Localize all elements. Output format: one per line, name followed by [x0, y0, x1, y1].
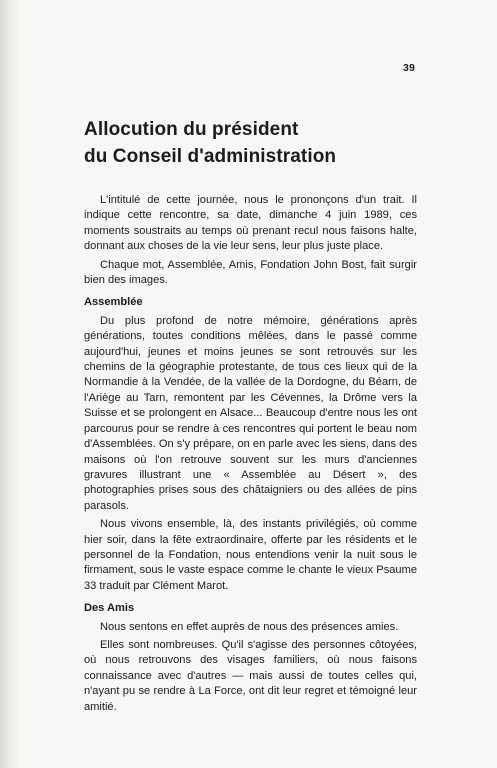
page-title — [84, 116, 424, 170]
title-line-2: du Conseil d'administration — [84, 146, 337, 167]
body-text — [84, 193, 417, 715]
section-heading-assemblee: Assemblée — [84, 296, 143, 309]
assemblee-paragraph-1: Du plus profond de notre mémoire, générations après générations, toutes conditions mêlées, dans le passé comme aujourd'hui, jeunes et moins jeunes se sont retrouvés sur les chemins de la géographie protestante, de tous ces lieux qui de la Normandie à la Vendée, de la vallée de la Dordogne, du Béarn, de l'Ariège au Tarn, remontent par les Cévennes, la Drôme vers la Suisse et se prolongent en Alsace... Beaucoup d'entre nous les ont parcourus pour se rendre à ces rencontres qui portent le beau nom d'Assemblées. On s'y prépare, on en parle avec les siens, dans des maisons où l'on retrouve souvent sur les murs d'anciennes gravures illustrant une « Assemblée au Désert », des photographies prises sous des châtaigniers ou des allées de pins parasols. — [84, 314, 417, 512]
amis-paragraph-2: Elles sont nombreuses. Qu'il s'agisse des personnes côtoyées, où nous retrouvons des visages familiers, où nous faisons connaissance avec d'autres — mais aussi de toutes celles qui, n'ayant pu se rendre à La Force, ont dit leur regret et témoigné leur amitié. — [84, 638, 417, 713]
intro-paragraph-1: L'intitulé de cette journée, nous le prononçons d'un trait. Il indique cette rencontre, sa date, dimanche 4 juin 1989, ces moments soustraits au temps où prenant recul nous faisons halte, donnant aux choses de la vie leur sens, leur plus juste place. — [84, 194, 417, 253]
section-heading-amis: Des Amis — [84, 602, 135, 615]
page-gutter — [0, 0, 18, 768]
page-number: 39 — [403, 62, 416, 74]
title-line-1: Allocution du président — [84, 119, 299, 140]
intro-paragraph-2: Chaque mot, Assemblée, Amis, Fondation John Bost, fait surgir bien des images. — [84, 258, 417, 287]
amis-paragraph-1: Nous sentons en effet auprès de nous des présences amies. — [100, 620, 399, 633]
assemblee-paragraph-2: Nous vivons ensemble, là, des instants privilégiés, où comme hier soir, dans la fête extraordinaire, offerte par les résidents et le personnel de la Fondation, nous entendions venir la nuit sous le firmament, sous le vaste espace comme le chante le vieux Psaume 33 traduit par Clément Marot. — [84, 518, 417, 592]
